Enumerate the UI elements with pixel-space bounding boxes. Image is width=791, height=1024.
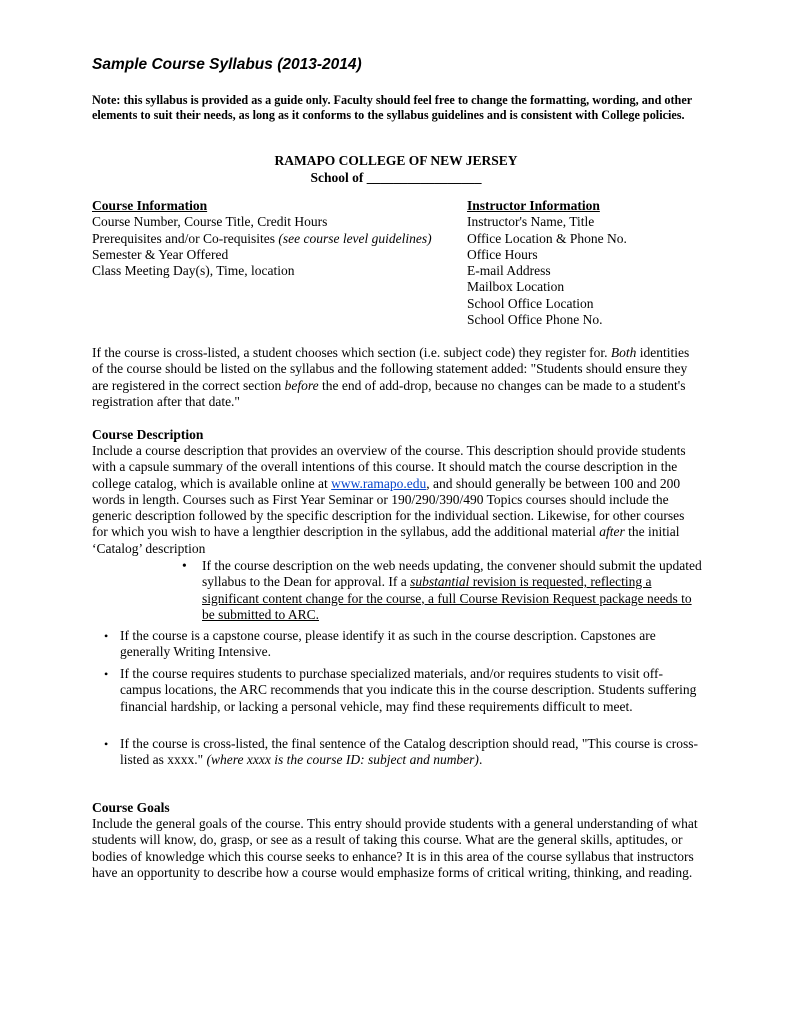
course-information-column: [92, 198, 462, 279]
instructor-info-line: Office Hours: [467, 246, 538, 262]
course-information-heading: Course Information: [92, 198, 208, 213]
cross-listed-bullet: • If the course is cross-listed, the final sentence of the Catalog description should read, "This course is cross-listed as xxxx." (where xxxx is the course ID: subject and number).: [104, 736, 698, 768]
course-info-line: Class Meeting Day(s), Time, location: [92, 263, 295, 279]
materials-bullet: • If the course requires students to purchase specialized materials, and/or requires students to visit off-campus locations, the ARC recommends that you indicate this in the course description. Students suffering financial hardship, or lacking a personal vehicle, may find these requirements difficult to meet.: [104, 666, 697, 714]
bullet-icon: •: [182, 558, 187, 573]
instructor-information-heading: Instructor Information: [467, 198, 600, 213]
instructor-info-line: Office Location & Phone No.: [467, 230, 627, 246]
instructor-info-line: Instructor's Name, Title: [467, 214, 595, 230]
bullet-icon: •: [104, 667, 109, 681]
course-info-line: Semester & Year Offered: [92, 246, 229, 262]
course-goals-heading: Course Goals: [92, 800, 170, 815]
course-info-line: Prerequisites and/or Co-requisites (see course level guidelines): [92, 230, 432, 246]
instructor-info-line: School Office Location: [467, 295, 594, 311]
cross-listed-paragraph: If the course is cross-listed, a student chooses which section (i.e. subject code) they register for. Both identities of the course should be listed on the syllabus and the following statement added: "Students should ensure they are registered in the correct section before the end of add-drop, because no changes can be made to a student's registration after that date.": [92, 345, 690, 409]
school-line: School of _________________: [310, 170, 482, 185]
bullet-icon: •: [104, 737, 109, 751]
course-description-paragraph: Include a course description that provides an overview of the course. This description should provide students with a capsule summary of the overall intentions of this course. It should match the course description in the college catalog, which is available online at www.ramapo.edu, and should generally be between 100 and 200 words in length. Courses such as First Year Seminar or 190/290/390/490 Topics courses should include the generic description followed by the specific description for the individual section. Likewise, for other courses for which you wish to have a lengthier description in the syllabus, add the additional material after the initial ‘Catalog’ description: [92, 443, 686, 556]
course-description-heading: Course Description: [92, 427, 204, 442]
course-goals-paragraph: Include the general goals of the course. This entry should provide students with a general understanding of what students will know, do, grasp, or see as a result of taking this course. What are the general skills, aptitudes, or bodies of knowledge which this course seeks to enhance? It is in this area of the course syllabus that instructors have an opportunity to describe how a course would emphasize forms of critical writing, thinking, and reading.: [92, 816, 698, 880]
guide-note: Note: this syllabus is provided as a guide only. Faculty should feel free to change the formatting, wording, and other elements to suit their needs, as long as it conforms to the syllabus guidelines and is consistent with College policies.: [92, 93, 692, 123]
instructor-info-line: E-mail Address: [467, 263, 551, 279]
instructor-information-column: [467, 198, 707, 328]
instructor-info-line: Mailbox Location: [467, 279, 565, 295]
course-info-line: Course Number, Course Title, Credit Hours: [92, 214, 328, 230]
document-title: Sample Course Syllabus (2013-2014): [92, 56, 362, 73]
college-name: RAMAPO COLLEGE OF NEW JERSEY: [274, 153, 518, 168]
description-update-bullet: • If the course description on the web needs updating, the convener should submit the updated syllabus to the Dean for approval. If a substantial revision is requested, reflecting a significant content change for the course, a full Course Revision Request package needs to be submitted to ARC.: [182, 558, 702, 622]
bullet-icon: •: [104, 629, 109, 643]
ramapo-website-link[interactable]: www.ramapo.edu: [331, 475, 427, 491]
instructor-info-line: School Office Phone No.: [467, 312, 603, 328]
capstone-bullet: • If the course is a capstone course, please identify it as such in the course description. Capstones are generally Writing Intensive.: [104, 628, 656, 660]
